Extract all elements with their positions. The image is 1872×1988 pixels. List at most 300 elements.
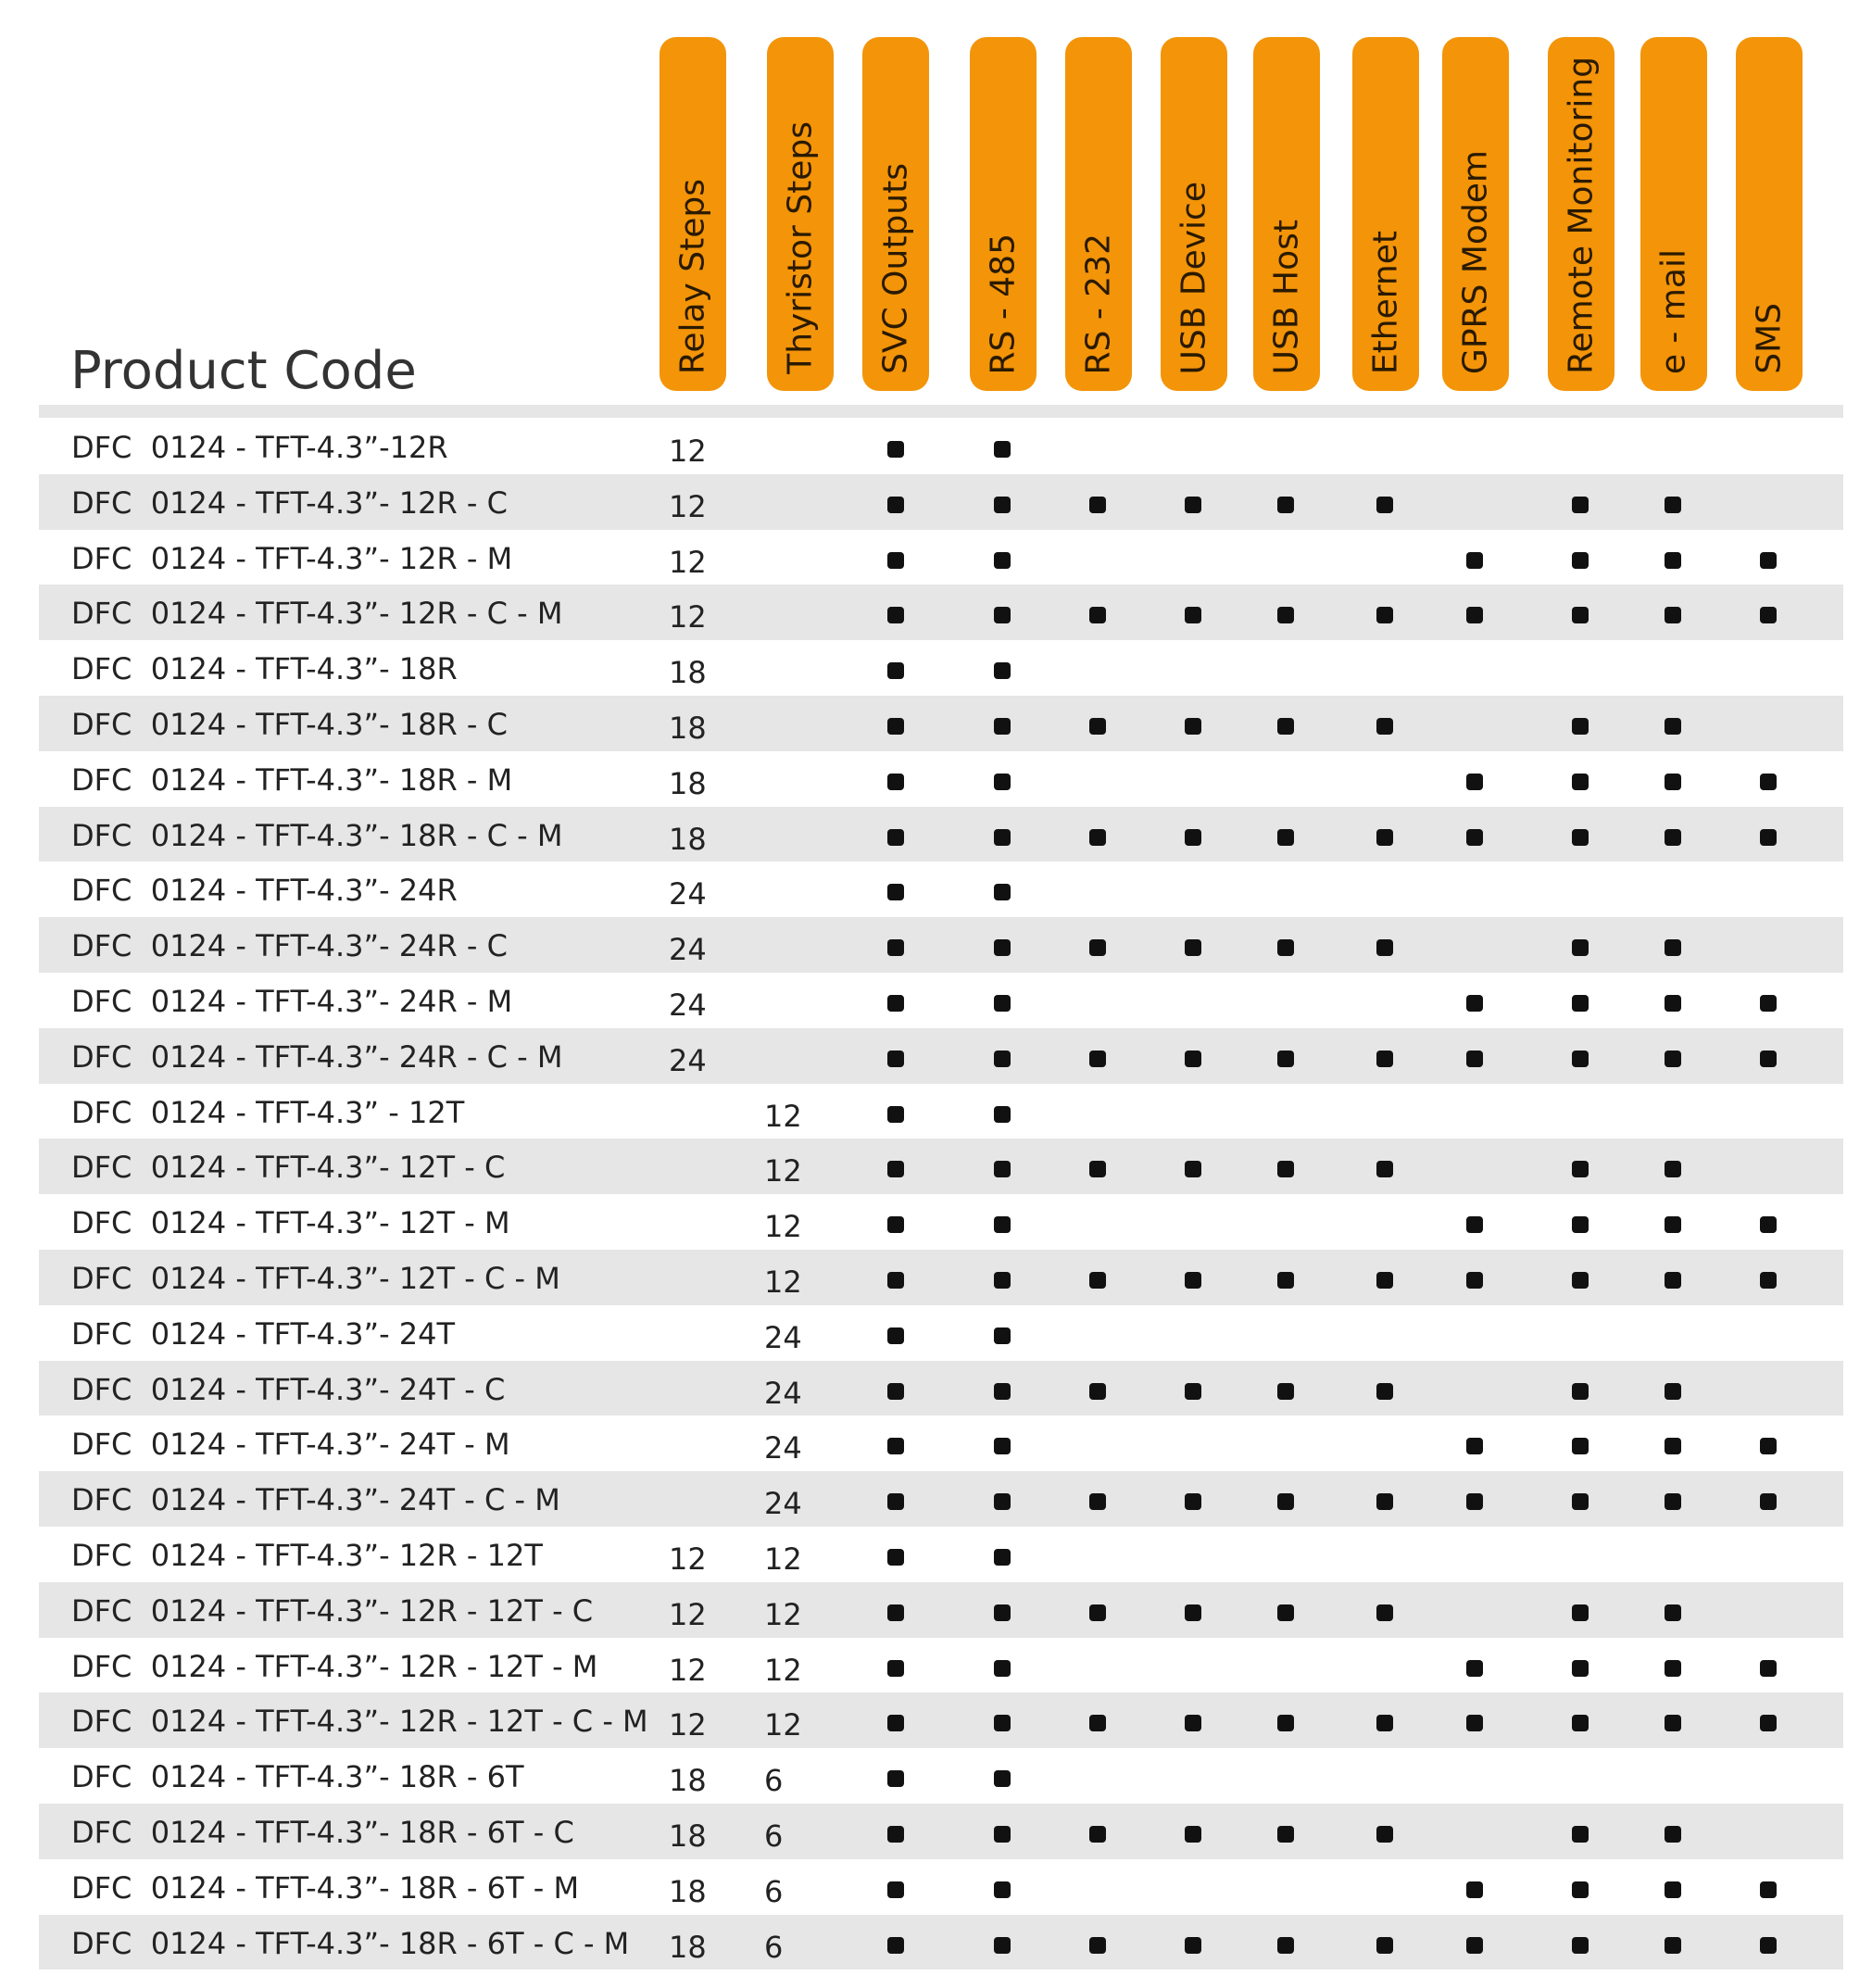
table-row	[39, 1139, 1843, 1194]
feature-marker-icon	[994, 1051, 1011, 1067]
feature-marker-icon	[1572, 829, 1589, 846]
feature-marker-icon	[1376, 1715, 1393, 1731]
feature-marker-icon	[1089, 1826, 1106, 1843]
feature-marker-icon	[1665, 1216, 1681, 1233]
feature-marker-icon	[994, 441, 1011, 458]
feature-marker-icon	[1760, 1715, 1777, 1731]
thyristor-steps-cell: 12	[764, 1596, 802, 1632]
feature-marker-icon	[887, 1272, 904, 1289]
feature-marker-icon	[994, 829, 1011, 846]
feature-marker-icon	[994, 1161, 1011, 1177]
feature-marker-icon	[1665, 607, 1681, 623]
table-row	[39, 917, 1843, 973]
feature-marker-icon	[887, 1826, 904, 1843]
product-code-cell: DFC 0124 - TFT-4.3”- 24R	[71, 873, 458, 909]
table-row	[39, 973, 1843, 1028]
feature-marker-icon	[1466, 1216, 1483, 1233]
product-code-cell: DFC 0124 - TFT-4.3”- 24R - M	[71, 983, 513, 1019]
feature-marker-icon	[1760, 1272, 1777, 1289]
feature-marker-icon	[1185, 1383, 1201, 1400]
product-table-body	[39, 419, 1843, 1969]
feature-marker-icon	[887, 441, 904, 458]
feature-marker-icon	[1089, 1051, 1106, 1067]
relay-steps-cell: 12	[669, 1541, 707, 1577]
thyristor-steps-cell: 6	[764, 1818, 784, 1854]
product-code-cell: DFC 0124 - TFT-4.3”- 12R - C - M	[71, 596, 563, 632]
feature-marker-icon	[1277, 1161, 1294, 1177]
feature-marker-icon	[887, 1937, 904, 1954]
column-header-relay-steps	[660, 37, 726, 391]
product-code-cell: DFC 0124 - TFT-4.3”- 18R - 6T - C	[71, 1814, 574, 1850]
feature-marker-icon	[1376, 1937, 1393, 1954]
feature-marker-icon	[1760, 1216, 1777, 1233]
table-row	[39, 1804, 1843, 1859]
relay-steps-cell: 24	[669, 932, 707, 968]
feature-marker-icon	[1665, 1715, 1681, 1731]
feature-marker-icon	[1572, 1051, 1589, 1067]
feature-marker-icon	[1760, 1937, 1777, 1954]
product-code-cell: DFC 0124 - TFT-4.3”- 24R - C - M	[71, 1038, 563, 1075]
feature-marker-icon	[1376, 1272, 1393, 1289]
feature-marker-icon	[887, 884, 904, 900]
feature-marker-icon	[1185, 1272, 1201, 1289]
feature-marker-icon	[1665, 1493, 1681, 1510]
feature-marker-icon	[1466, 1715, 1483, 1731]
feature-marker-icon	[1466, 1493, 1483, 1510]
feature-marker-icon	[1277, 1383, 1294, 1400]
product-code-cell: DFC 0124 - TFT-4.3”- 12R - 12T - C - M	[71, 1704, 648, 1740]
feature-marker-icon	[1185, 939, 1201, 956]
column-header-label: Relay Steps	[673, 178, 712, 374]
table-row	[39, 1084, 1843, 1139]
feature-marker-icon	[1277, 1604, 1294, 1621]
table-row	[39, 1582, 1843, 1638]
column-header-label: SVC Outputs	[876, 163, 915, 374]
feature-marker-icon	[1466, 1660, 1483, 1677]
feature-marker-icon	[1089, 1493, 1106, 1510]
product-code-cell: DFC 0124 - TFT-4.3”- 18R - C	[71, 706, 508, 742]
product-code-cell: DFC 0124 - TFT-4.3”- 24T - C - M	[71, 1482, 560, 1518]
product-code-cell: DFC 0124 - TFT-4.3”- 18R - 6T - C - M	[71, 1925, 630, 1961]
column-header-label: USB Device	[1175, 181, 1213, 374]
column-header-label: RS - 232	[1079, 233, 1118, 374]
feature-marker-icon	[1572, 1272, 1589, 1289]
feature-marker-icon	[1572, 607, 1589, 623]
feature-marker-icon	[1277, 607, 1294, 623]
feature-marker-icon	[994, 552, 1011, 569]
feature-marker-icon	[994, 1549, 1011, 1566]
feature-marker-icon	[1665, 1604, 1681, 1621]
feature-marker-icon	[1572, 995, 1589, 1012]
product-code-cell: DFC 0124 - TFT-4.3”- 18R - 6T - M	[71, 1869, 580, 1906]
feature-marker-icon	[887, 774, 904, 790]
feature-marker-icon	[994, 939, 1011, 956]
table-row	[39, 640, 1843, 696]
feature-marker-icon	[1376, 1383, 1393, 1400]
feature-marker-icon	[887, 829, 904, 846]
feature-marker-icon	[1376, 1161, 1393, 1177]
feature-marker-icon	[1760, 995, 1777, 1012]
feature-marker-icon	[1665, 718, 1681, 735]
product-code-cell: DFC 0124 - TFT-4.3”- 18R - 6T	[71, 1759, 524, 1795]
feature-marker-icon	[1185, 1604, 1201, 1621]
column-header-label: Ethernet	[1366, 230, 1405, 374]
column-header-label: e - mail	[1654, 248, 1693, 374]
thyristor-steps-cell: 12	[764, 1541, 802, 1577]
table-row	[39, 751, 1843, 807]
feature-marker-icon	[1466, 774, 1483, 790]
feature-marker-icon	[994, 1106, 1011, 1123]
table-row	[39, 1638, 1843, 1693]
column-header-email	[1640, 37, 1707, 391]
table-row	[39, 1194, 1843, 1250]
table-row	[39, 1305, 1843, 1361]
table-row	[39, 696, 1843, 751]
feature-marker-icon	[1089, 1161, 1106, 1177]
relay-steps-cell: 12	[669, 599, 707, 635]
feature-marker-icon	[1665, 1272, 1681, 1289]
table-row	[39, 1361, 1843, 1416]
feature-marker-icon	[1185, 607, 1201, 623]
thyristor-steps-cell: 12	[764, 1264, 802, 1300]
feature-marker-icon	[1572, 1660, 1589, 1677]
relay-steps-cell: 18	[669, 1763, 707, 1799]
feature-marker-icon	[1665, 1161, 1681, 1177]
column-header-remote-monitoring	[1548, 37, 1614, 391]
feature-marker-icon	[994, 774, 1011, 790]
table-row	[39, 1416, 1843, 1471]
product-code-cell: DFC 0124 - TFT-4.3”- 12R - 12T - M	[71, 1648, 598, 1684]
feature-marker-icon	[1760, 829, 1777, 846]
feature-marker-icon	[1665, 1438, 1681, 1454]
feature-marker-icon	[1089, 1715, 1106, 1731]
feature-marker-icon	[1760, 1051, 1777, 1067]
table-row	[39, 1692, 1843, 1748]
feature-marker-icon	[1572, 1715, 1589, 1731]
feature-marker-icon	[1089, 1383, 1106, 1400]
thyristor-steps-cell: 24	[764, 1486, 802, 1522]
feature-marker-icon	[1665, 939, 1681, 956]
feature-marker-icon	[1277, 939, 1294, 956]
feature-marker-icon	[887, 1770, 904, 1787]
feature-marker-icon	[994, 1660, 1011, 1677]
relay-steps-cell: 18	[669, 1818, 707, 1854]
column-header-gprs-modem	[1442, 37, 1509, 391]
feature-marker-icon	[1466, 1051, 1483, 1067]
feature-marker-icon	[887, 1715, 904, 1731]
feature-marker-icon	[887, 995, 904, 1012]
thyristor-steps-cell: 6	[764, 1873, 784, 1909]
column-header-usb-host	[1253, 37, 1320, 391]
column-header-label: USB Host	[1267, 219, 1306, 374]
feature-marker-icon	[1089, 607, 1106, 623]
relay-steps-cell: 12	[669, 488, 707, 524]
thyristor-steps-cell: 12	[764, 1652, 802, 1688]
feature-marker-icon	[994, 1937, 1011, 1954]
feature-marker-icon	[1376, 718, 1393, 735]
feature-marker-icon	[1277, 1051, 1294, 1067]
feature-marker-icon	[1089, 1604, 1106, 1621]
feature-marker-icon	[1376, 829, 1393, 846]
feature-marker-icon	[1376, 1493, 1393, 1510]
feature-marker-icon	[1572, 774, 1589, 790]
relay-steps-cell: 18	[669, 765, 707, 801]
relay-steps-cell: 18	[669, 710, 707, 746]
feature-marker-icon	[887, 1881, 904, 1898]
feature-marker-icon	[1572, 1438, 1589, 1454]
feature-marker-icon	[1466, 1438, 1483, 1454]
feature-marker-icon	[1185, 718, 1201, 735]
feature-marker-icon	[1665, 1826, 1681, 1843]
table-header	[0, 0, 1872, 408]
feature-marker-icon	[1466, 552, 1483, 569]
feature-marker-icon	[994, 1272, 1011, 1289]
feature-marker-icon	[994, 1493, 1011, 1510]
feature-marker-icon	[887, 1493, 904, 1510]
product-code-cell: DFC 0124 - TFT-4.3”- 12T - C	[71, 1150, 506, 1186]
table-row	[39, 1748, 1843, 1804]
feature-marker-icon	[887, 1216, 904, 1233]
column-header-sms	[1736, 37, 1803, 391]
feature-marker-icon	[1185, 1161, 1201, 1177]
relay-steps-cell: 18	[669, 821, 707, 857]
feature-marker-icon	[1089, 1937, 1106, 1954]
column-header-ethernet	[1352, 37, 1419, 391]
feature-marker-icon	[1466, 995, 1483, 1012]
feature-marker-icon	[1572, 1826, 1589, 1843]
feature-marker-icon	[1572, 1493, 1589, 1510]
feature-marker-icon	[1665, 1051, 1681, 1067]
thyristor-steps-cell: 12	[764, 1153, 802, 1189]
feature-marker-icon	[887, 718, 904, 735]
table-row	[39, 862, 1843, 917]
column-header-rs232	[1065, 37, 1132, 391]
column-header-label: RS - 485	[984, 233, 1023, 374]
feature-marker-icon	[1665, 1660, 1681, 1677]
thyristor-steps-cell: 12	[764, 1707, 802, 1743]
product-code-cell: DFC 0124 - TFT-4.3”- 18R - C - M	[71, 817, 563, 853]
feature-marker-icon	[1185, 1715, 1201, 1731]
feature-marker-icon	[1665, 497, 1681, 513]
feature-marker-icon	[1665, 1937, 1681, 1954]
feature-marker-icon	[1665, 552, 1681, 569]
table-row	[39, 1250, 1843, 1305]
feature-marker-icon	[887, 939, 904, 956]
feature-marker-icon	[994, 497, 1011, 513]
feature-marker-icon	[1376, 607, 1393, 623]
product-code-cell: DFC 0124 - TFT-4.3”- 12R - 12T - C	[71, 1592, 594, 1629]
feature-marker-icon	[1466, 829, 1483, 846]
column-header-thyristor-steps	[767, 37, 834, 391]
feature-marker-icon	[887, 552, 904, 569]
feature-marker-icon	[994, 1216, 1011, 1233]
feature-marker-icon	[887, 1161, 904, 1177]
feature-marker-icon	[1185, 497, 1201, 513]
feature-marker-icon	[994, 718, 1011, 735]
feature-marker-icon	[994, 1826, 1011, 1843]
product-code-cell: DFC 0124 - TFT-4.3”- 18R - M	[71, 761, 513, 798]
feature-marker-icon	[887, 1660, 904, 1677]
relay-steps-cell: 12	[669, 1707, 707, 1743]
feature-marker-icon	[1376, 1604, 1393, 1621]
feature-marker-icon	[1185, 1826, 1201, 1843]
table-row	[39, 1028, 1843, 1084]
feature-marker-icon	[1572, 1161, 1589, 1177]
feature-marker-icon	[1466, 1272, 1483, 1289]
feature-marker-icon	[1376, 939, 1393, 956]
feature-marker-icon	[1277, 497, 1294, 513]
feature-marker-icon	[1277, 718, 1294, 735]
feature-marker-icon	[1572, 1937, 1589, 1954]
table-row	[39, 530, 1843, 585]
feature-marker-icon	[1572, 1216, 1589, 1233]
feature-marker-icon	[887, 1604, 904, 1621]
feature-marker-icon	[1185, 1937, 1201, 1954]
feature-marker-icon	[994, 1715, 1011, 1731]
relay-steps-cell: 18	[669, 655, 707, 691]
thyristor-steps-cell: 24	[764, 1375, 802, 1411]
feature-marker-icon	[1089, 718, 1106, 735]
feature-marker-icon	[1376, 1051, 1393, 1067]
product-code-heading: Product Code	[70, 341, 417, 401]
feature-marker-icon	[887, 497, 904, 513]
feature-marker-icon	[1572, 718, 1589, 735]
feature-marker-icon	[1089, 939, 1106, 956]
feature-marker-icon	[994, 1383, 1011, 1400]
thyristor-steps-cell: 24	[764, 1319, 802, 1355]
table-row	[39, 1527, 1843, 1582]
feature-marker-icon	[994, 662, 1011, 679]
feature-marker-icon	[1376, 497, 1393, 513]
feature-marker-icon	[1277, 1715, 1294, 1731]
product-code-cell: DFC 0124 - TFT-4.3”- 12T - M	[71, 1205, 510, 1241]
feature-marker-icon	[1277, 1493, 1294, 1510]
feature-marker-icon	[1572, 1383, 1589, 1400]
product-code-cell: DFC 0124 - TFT-4.3”- 12T - C - M	[71, 1260, 560, 1296]
feature-marker-icon	[887, 1438, 904, 1454]
feature-marker-icon	[1665, 1881, 1681, 1898]
feature-marker-icon	[994, 1881, 1011, 1898]
column-header-label: SMS	[1750, 303, 1789, 374]
table-row	[39, 1859, 1843, 1915]
table-row	[39, 807, 1843, 862]
feature-marker-icon	[994, 1327, 1011, 1344]
product-code-cell: DFC 0124 - TFT-4.3”- 24R - C	[71, 928, 508, 964]
table-row	[39, 1471, 1843, 1527]
product-code-cell: DFC 0124 - TFT-4.3” - 12T	[71, 1094, 465, 1130]
relay-steps-cell: 24	[669, 1042, 707, 1078]
feature-marker-icon	[1185, 1493, 1201, 1510]
feature-marker-icon	[1760, 774, 1777, 790]
feature-marker-icon	[1760, 552, 1777, 569]
feature-marker-icon	[1572, 497, 1589, 513]
relay-steps-cell: 24	[669, 987, 707, 1023]
feature-marker-icon	[994, 607, 1011, 623]
feature-marker-icon	[1466, 1937, 1483, 1954]
feature-marker-icon	[1089, 829, 1106, 846]
feature-marker-icon	[1185, 829, 1201, 846]
column-header-usb-device	[1161, 37, 1227, 391]
feature-marker-icon	[1185, 1051, 1201, 1067]
feature-marker-icon	[1277, 1826, 1294, 1843]
feature-marker-icon	[1760, 607, 1777, 623]
feature-marker-icon	[1760, 1660, 1777, 1677]
feature-marker-icon	[887, 662, 904, 679]
feature-marker-icon	[1089, 497, 1106, 513]
column-header-rs485	[970, 37, 1037, 391]
product-code-cell: DFC 0124 - TFT-4.3”- 12R - C	[71, 484, 508, 521]
feature-marker-icon	[1760, 1881, 1777, 1898]
product-code-cell: DFC 0124 - TFT-4.3”- 24T	[71, 1315, 456, 1352]
feature-marker-icon	[1665, 829, 1681, 846]
feature-marker-icon	[1760, 1438, 1777, 1454]
product-code-cell: DFC 0124 - TFT-4.3”- 12R - M	[71, 540, 513, 576]
table-row	[39, 474, 1843, 530]
relay-steps-cell: 12	[669, 544, 707, 580]
feature-marker-icon	[887, 607, 904, 623]
feature-marker-icon	[887, 1106, 904, 1123]
feature-marker-icon	[1572, 1604, 1589, 1621]
feature-marker-icon	[887, 1051, 904, 1067]
feature-marker-icon	[1665, 1383, 1681, 1400]
feature-marker-icon	[1466, 607, 1483, 623]
table-row	[39, 419, 1843, 474]
feature-marker-icon	[887, 1549, 904, 1566]
column-header-label: Remote Monitoring	[1562, 57, 1601, 374]
column-header-svc-outputs	[862, 37, 929, 391]
feature-marker-icon	[1572, 939, 1589, 956]
feature-marker-icon	[1277, 1937, 1294, 1954]
relay-steps-cell: 12	[669, 434, 707, 469]
feature-marker-icon	[1466, 1881, 1483, 1898]
header-divider	[39, 405, 1843, 418]
feature-marker-icon	[1665, 995, 1681, 1012]
table-row	[39, 1915, 1843, 1970]
feature-marker-icon	[994, 1604, 1011, 1621]
thyristor-steps-cell: 24	[764, 1430, 802, 1466]
product-code-cell: DFC 0124 - TFT-4.3”- 24T - M	[71, 1427, 510, 1463]
feature-marker-icon	[994, 1438, 1011, 1454]
feature-marker-icon	[1277, 1272, 1294, 1289]
thyristor-steps-cell: 6	[764, 1929, 784, 1965]
relay-steps-cell: 18	[669, 1873, 707, 1909]
feature-marker-icon	[1572, 1881, 1589, 1898]
feature-marker-icon	[994, 995, 1011, 1012]
feature-marker-icon	[887, 1383, 904, 1400]
product-code-cell: DFC 0124 - TFT-4.3”- 12R - 12T	[71, 1537, 543, 1573]
thyristor-steps-cell: 12	[764, 1209, 802, 1245]
column-header-label: Thyristor Steps	[781, 121, 820, 374]
feature-marker-icon	[994, 1770, 1011, 1787]
column-header-label: GPRS Modem	[1456, 149, 1495, 374]
table-row	[39, 585, 1843, 640]
relay-steps-cell: 24	[669, 876, 707, 912]
relay-steps-cell: 12	[669, 1652, 707, 1688]
feature-marker-icon	[1277, 829, 1294, 846]
feature-marker-icon	[994, 884, 1011, 900]
feature-marker-icon	[1089, 1272, 1106, 1289]
thyristor-steps-cell: 6	[764, 1763, 784, 1799]
relay-steps-cell: 18	[669, 1929, 707, 1965]
feature-marker-icon	[1572, 552, 1589, 569]
feature-marker-icon	[887, 1327, 904, 1344]
relay-steps-cell: 12	[669, 1596, 707, 1632]
feature-marker-icon	[1665, 774, 1681, 790]
feature-marker-icon	[1760, 1493, 1777, 1510]
thyristor-steps-cell: 12	[764, 1098, 802, 1134]
product-code-cell: DFC 0124 - TFT-4.3”-12R	[71, 430, 448, 465]
product-code-cell: DFC 0124 - TFT-4.3”- 18R	[71, 651, 458, 687]
